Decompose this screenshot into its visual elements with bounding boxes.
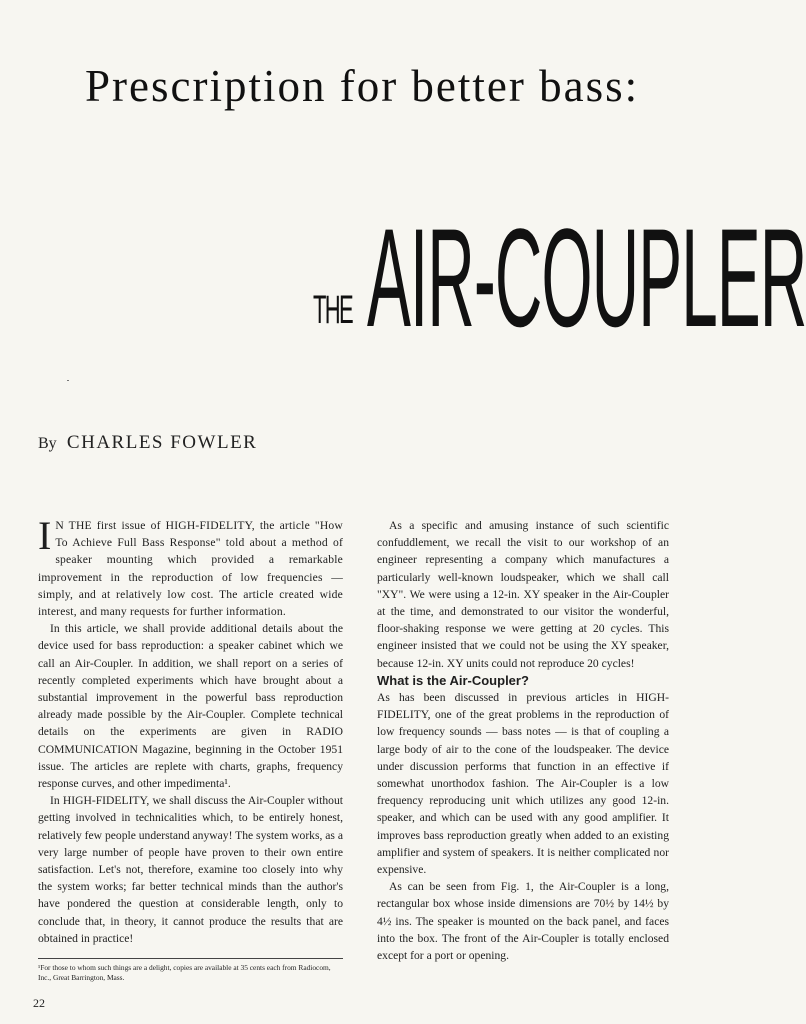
footnote-rule [38,958,343,959]
left-column [38,513,343,947]
section-heading: What is the Air-Coupler? [377,672,529,688]
title-the: THE [313,288,353,332]
footnote: ¹For those to whom such things are a delight, copies are available at 35 cents each from Radiocom, Inc., Great Barrington, Mass. [38,963,331,982]
left-paragraph-2: In this article, we shall provide additional details about the device used for bass reproduction: a speaker cabinet which we call an Air-Coupler. In addition, we shall report on a series of recently completed experiments which have brought about a substantial improvement in the powerful bass reproduction already made possible by the Air-Coupler. Complete technical details on the experiments are given in RADIO COMMUNICATION Magazine, beginning in the October 1951 issue. The articles are replete with charts, graphs, frequency response curves, and other impedimenta¹. [38,622,343,791]
left-paragraph-3: In HIGH-FIDELITY, we shall discuss the Air-Coupler without getting involved in technicalities which, to be entirely honest, relatively few people understand anyway! The system works, as a very large number of people have proven to their own entire satisfaction. Let's not, therefore, examine too closely into why the system works; far better technical minds than the author's have pondered the question at considerable length, only to conclude that, in theory, it cannot produce the results that are obtained in practice! [38,794,343,945]
dropcap: I [38,513,52,558]
page-number: 22 [33,996,45,1010]
byline-author: CHARLES FOWLER [66,432,258,453]
right-paragraph-3: As can be seen from Fig. 1, the Air-Coupler is a long, rectangular box whose inside dimensions are 70½ by 14½ by 4½ ins. The speaker is mounted on the back panel, and faces into the box. The front of the Air-Coupler is totally enclosed except for a port or opening. [377,880,669,963]
byline [38,432,257,454]
left-paragraph-1-text: N THE first issue of HIGH-FIDELITY, the article "How To Achieve Full Bass Response" told about a method of speaker mounting which provided a remarkable improvement in the reproduction of low frequencies — simply, and at relatively low cost. The article created wide interest, and many requests for further information. [38,519,343,619]
left-paragraph-1 [38,513,343,620]
headline: Prescription for better bass: [85,61,640,111]
title-main: AIR-COUPLER [367,199,806,356]
right-paragraph-2: As has been discussed in previous articles in HIGH-FIDELITY, one of the great problems in the reproduction of low frequency sounds — bass notes — is that of coupling a large body of air to the cone of the loudspeaker. The device under discussion performs that function in an effective if somewhat unorthodox fashion. The Air-Coupler is a low frequency reproducing unit which utilizes any good 12-in. speaker, and which can be used with any good amplifier. It improves bass reproduction greatly when added to an existing amplifier and system of speakers. It is neither complicated nor expensive. [377,691,669,877]
right-column [377,517,669,964]
print-speck [67,380,69,381]
right-paragraph-1: As a specific and amusing instance of such scientific confuddlement, we recall the visit to our workshop of an engineer representing a company which manufactures a particularly well-known loudspeaker, which we shall call "XY". We were using a 12-in. XY speaker in the Air-Coupler at the time, and demonstrated to our visitor the wonderful, floor-shaking response we were getting at 20 cycles. This engineer insisted that we could not be using the XY speaker, because 12-in. XY units could not reproduce 20 cycles! [377,519,669,670]
byline-by: By [38,435,57,452]
